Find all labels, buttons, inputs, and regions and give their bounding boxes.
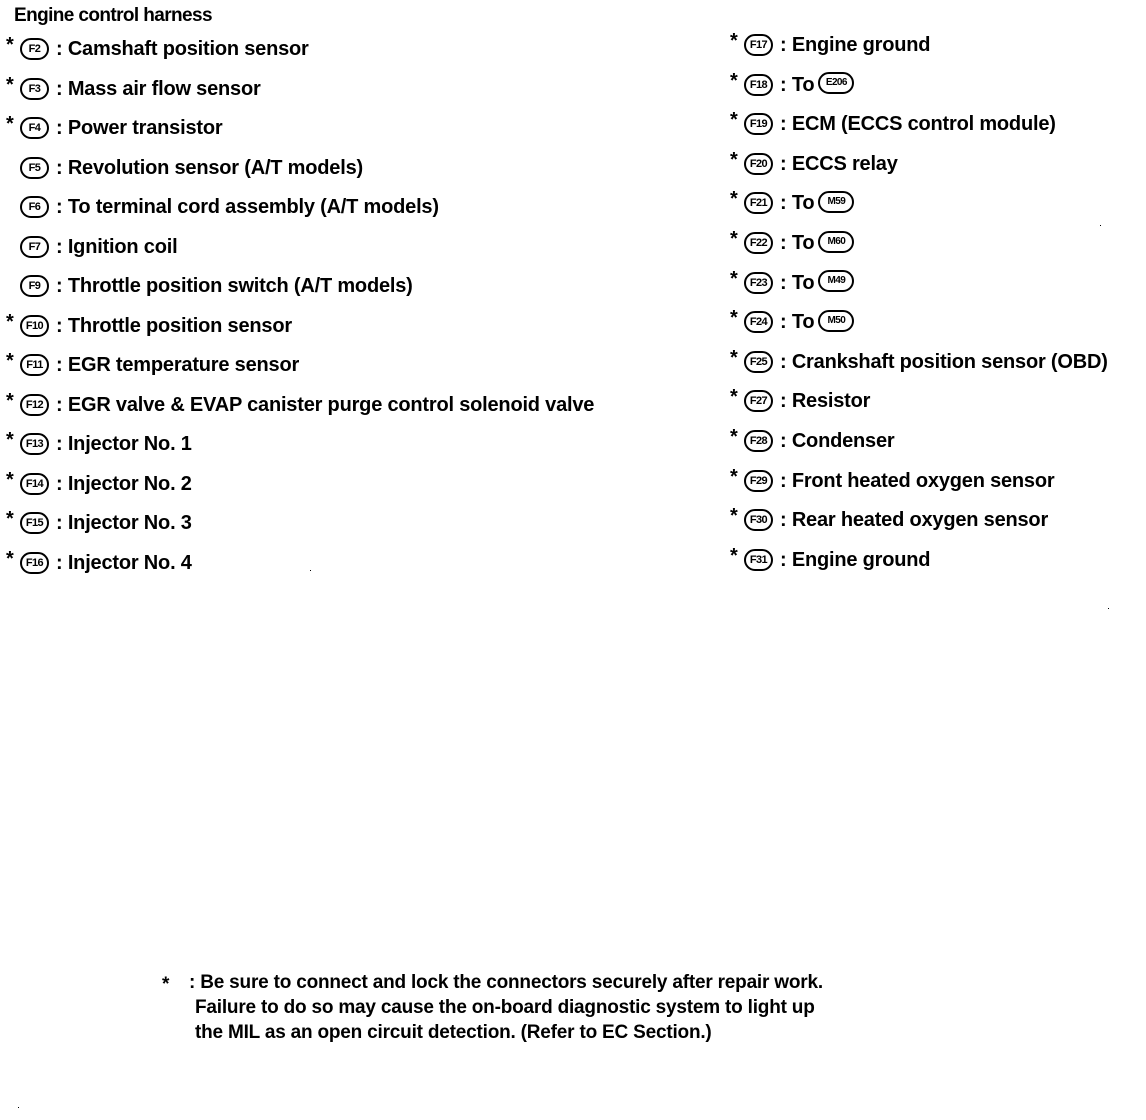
connector-code-badge: F22 [744,232,773,254]
required-connection-marker: * [6,350,14,372]
connector-label: : To [780,311,815,334]
required-connection-marker: * [730,505,738,528]
connector-description [56,311,292,341]
connector-code-badge: F27 [744,390,773,412]
connector-label: : Injector No. 3 [56,512,192,534]
connector-code-badge: F4 [20,117,49,139]
required-connection-marker: * [6,468,14,491]
connector-label: : Mass air flow sensor [56,77,261,100]
connector-label: : Crankshaft position sensor (OBD) [780,350,1108,373]
connector-description [56,429,192,459]
required-connection-marker: * [6,73,14,96]
connector-label: : Throttle position sensor [56,314,292,337]
connector-description [780,505,1048,535]
required-connection-marker: * [730,69,738,92]
target-connector-badge: M49 [818,270,854,292]
required-connection-marker: * [730,465,738,488]
connector-code-badge: F6 [20,196,49,218]
connector-description [56,192,439,222]
required-connection-marker: * [6,508,14,530]
connector-description [780,545,930,575]
connector-code-badge: F19 [744,113,773,135]
required-connection-marker: * [730,109,738,132]
required-connection-marker: * [6,389,14,412]
connector-label: : Revolution sensor (A/T models) [56,156,363,179]
connector-code-badge: F15 [20,512,49,534]
connector-code-badge: F13 [20,433,49,455]
connector-description [780,70,854,100]
connector-code-badge: F11 [20,354,49,376]
connector-label: : Power transistor [56,117,223,139]
connector-description [56,469,192,499]
connector-code-badge: F28 [744,430,773,452]
connector-description [780,149,898,179]
connector-label: : EGR temperature sensor [56,354,300,376]
connector-label: : Camshaft position sensor [56,38,309,60]
connector-label: : EGR valve & EVAP canister purge control solenoid valve [56,393,595,416]
required-connection-marker: * [730,228,738,250]
connector-description [780,268,854,298]
target-connector-badge: M50 [818,310,854,332]
connector-description [780,188,854,218]
connector-label: : Injector No. 4 [56,551,192,574]
connector-description [56,390,594,420]
required-connection-marker: * [6,310,14,333]
required-connection-marker: * [730,267,738,290]
footnote-line-3: the MIL as an open circuit detection. (Refer to EC Section.) [195,1022,712,1043]
connector-description [56,271,413,301]
connector-code-badge: F10 [20,315,49,337]
connector-label: : Front heated oxygen sensor [780,469,1055,492]
connector-description [56,548,192,578]
connector-description [780,426,894,456]
connector-code-badge: F16 [20,552,49,574]
required-connection-marker: * [730,188,738,211]
connector-code-badge: F14 [20,473,49,495]
connector-code-badge: F9 [20,275,49,297]
required-connection-marker: * [6,429,14,451]
connector-code-badge: F25 [744,351,773,373]
connector-label: : To [780,271,815,294]
scan-speck [310,570,311,571]
scan-speck [1108,608,1109,609]
footnote-line-1: : Be sure to connect and lock the connectors securely after repair work. [189,972,823,993]
required-connection-marker: * [730,307,738,330]
connector-label: : Rear heated oxygen sensor [780,509,1049,532]
connector-code-badge: F2 [20,38,49,60]
connector-label: : ECM (ECCS control module) [780,113,1056,136]
target-connector-badge: M59 [818,191,854,213]
harness-title: Engine control harness [14,5,212,26]
connector-label: : Injector No. 2 [56,472,192,495]
connector-code-badge: F29 [744,470,773,492]
connector-code-badge: F30 [744,509,773,531]
connector-description [56,508,192,538]
required-connection-marker: * [730,544,738,567]
connector-label: : Resistor [780,390,871,413]
scan-speck [1100,225,1101,226]
connector-label: : To [780,73,815,96]
connector-description [56,113,222,143]
connector-label: : Condenser [780,430,895,452]
connector-label: : Engine ground [780,548,931,571]
required-connection-marker: * [730,148,738,171]
connector-code-badge: F17 [744,34,773,56]
required-connection-marker: * [730,346,738,369]
connector-label: : Throttle position switch (A/T models) [56,275,413,297]
connector-description [780,466,1054,496]
footnote-star: * [162,974,170,995]
scan-speck [18,1107,19,1108]
connector-code-badge: F5 [20,157,49,179]
connector-description [780,228,854,258]
connector-code-badge: F3 [20,78,49,100]
required-connection-marker: * [6,34,14,56]
connector-code-badge: F7 [20,236,49,258]
connector-description [56,232,177,262]
connector-code-badge: F20 [744,153,773,175]
connector-description [780,109,1056,139]
connector-description [780,347,1108,377]
connector-label: : Injector No. 1 [56,433,192,455]
connector-description [780,30,930,60]
connector-label: : ECCS relay [780,152,898,175]
connector-label: : Engine ground [780,34,931,56]
connector-description [56,74,261,104]
connector-code-badge: F21 [744,192,773,214]
footnote-text [189,970,829,1045]
connector-code-badge: F24 [744,311,773,333]
footnote-line-2: Failure to do so may cause the on-board diagnostic system to light up [195,997,815,1018]
connector-code-badge: F23 [744,272,773,294]
connector-code-badge: F31 [744,549,773,571]
target-connector-badge: E206 [818,72,854,94]
connector-label: : To [780,192,815,215]
required-connection-marker: * [6,113,14,135]
connector-description [780,307,854,337]
required-connection-marker: * [730,426,738,448]
required-connection-marker: * [6,547,14,570]
connector-description [56,34,309,64]
connector-label: : To terminal cord assembly (A/T models) [56,196,439,218]
connector-label: : Ignition coil [56,235,178,258]
connector-code-badge: F12 [20,394,49,416]
connector-label: : To [780,232,815,254]
target-connector-badge: M60 [818,231,854,253]
connector-description [780,386,870,416]
required-connection-marker: * [730,386,738,409]
connector-description [56,153,363,183]
connector-code-badge: F18 [744,74,773,96]
required-connection-marker: * [730,30,738,52]
connector-description [56,350,299,380]
